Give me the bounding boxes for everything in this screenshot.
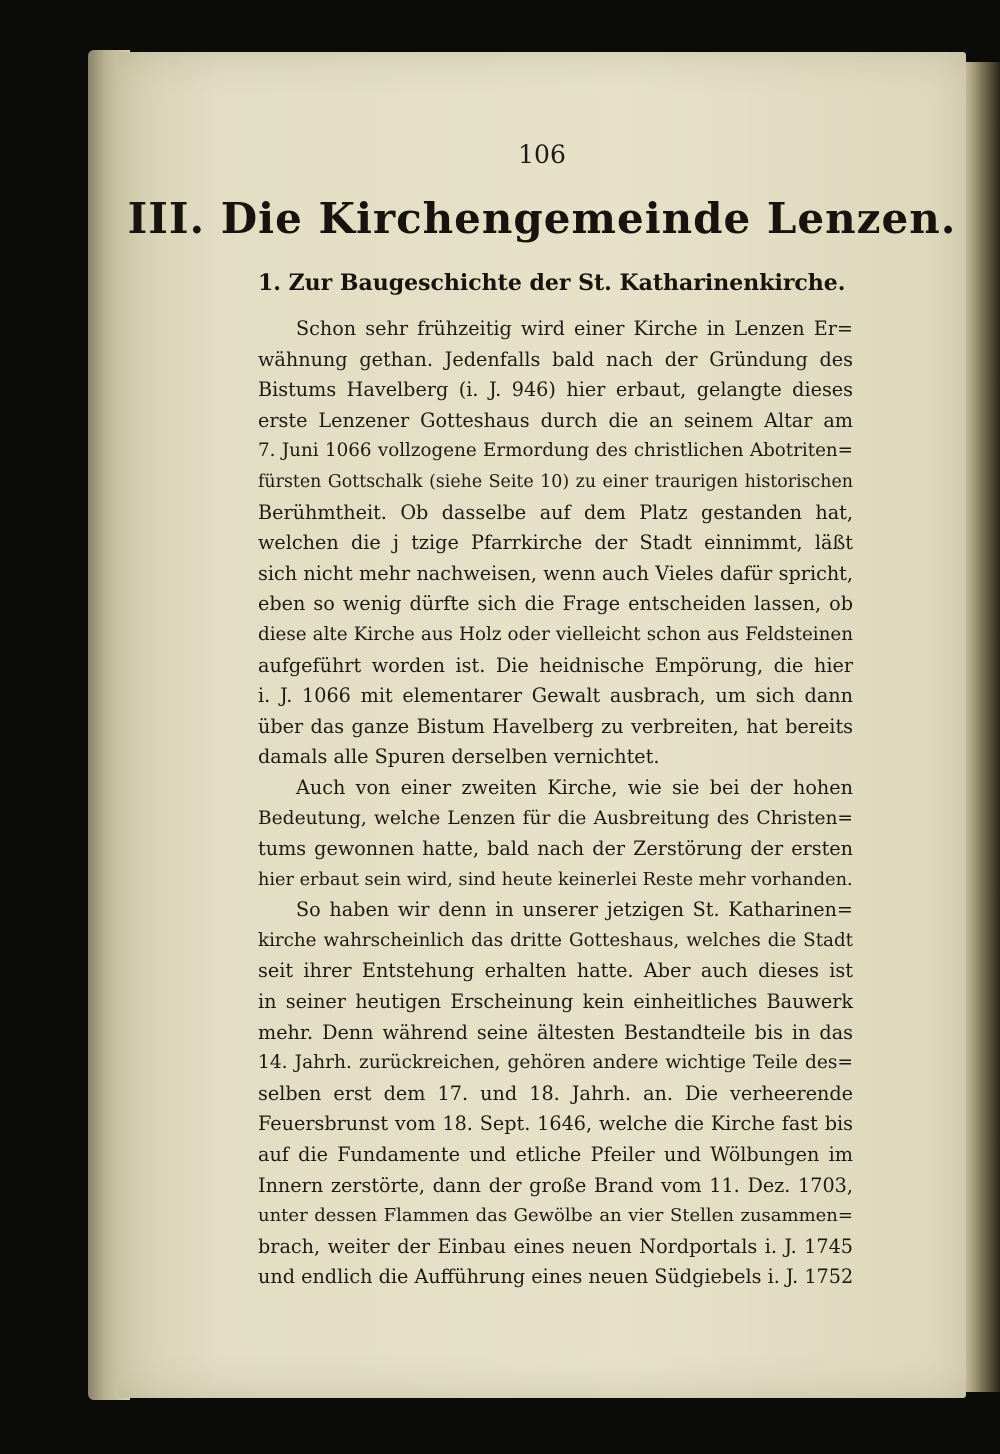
right-page-stack	[962, 62, 1000, 1392]
text-line: tums gewonnen hatte, bald nach der Zerstörung der ersten	[258, 837, 853, 861]
text-line: Berühmtheit. Ob dasselbe auf dem Platz gestanden hat,	[258, 500, 853, 524]
text-line: So haben wir denn in unserer jetzigen St. Katharinen=	[296, 898, 853, 922]
text-line: mehr. Denn während seine ältesten Bestandteile bis in das	[258, 1020, 853, 1044]
text-line: Innern zerstörte, dann der große Brand vom 11. Dez. 1703,	[258, 1173, 853, 1197]
text-line: Auch von einer zweiten Kirche, wie sie bei der hohen	[296, 775, 853, 799]
text-line: hier erbaut sein wird, sind heute keinerlei Reste mehr vorhanden.	[258, 869, 853, 890]
text-line: 14. Jahrh. zurückreichen, gehören andere wichtige Teile des=	[258, 1052, 853, 1074]
text-line: wähnung gethan. Jedenfalls bald nach der Gründung des	[258, 347, 853, 371]
text-line: sich nicht mehr nachweisen, wenn auch Vieles dafür spricht,	[258, 561, 853, 585]
section-title: 1. Zur Baugeschichte der St. Katharinenkirche.	[258, 270, 846, 296]
text-line: selben erst dem 17. und 18. Jahrh. an. Die verheerende	[258, 1081, 853, 1105]
body-text	[258, 314, 853, 1293]
text-line: welchen die j tzige Pfarrkirche der Stadt einnimmt, läßt	[258, 531, 853, 555]
text-line: eben so wenig dürfte sich die Frage entscheiden lassen, ob	[258, 592, 853, 616]
text-line: auf die Fundamente und etliche Pfeiler und Wölbungen im	[258, 1143, 853, 1167]
text-line: seit ihrer Entstehung erhalten hatte. Aber auch dieses ist	[258, 959, 853, 983]
text-line: aufgeführt worden ist. Die heidnische Empörung, die hier	[258, 653, 853, 677]
text-line: diese alte Kirche aus Holz oder vielleicht schon aus Feldsteinen	[258, 623, 853, 645]
text-line: fürsten Gottschalk (siehe Seite 10) zu einer traurigen historischen	[258, 471, 853, 492]
text-line: Schon sehr frühzeitig wird einer Kirche in Lenzen Er=	[296, 317, 853, 340]
text-line: Feuersbrunst vom 18. Sept. 1646, welche die Kirche fast bis	[258, 1112, 853, 1136]
text-line: kirche wahrscheinlich das dritte Gotteshaus, welches die Stadt	[258, 929, 853, 951]
page-number: 106	[518, 140, 566, 169]
text-line: und endlich die Aufführung eines neuen Südgiebels i. J. 1752	[258, 1265, 854, 1289]
text-line: erste Lenzener Gotteshaus durch die an seinem Altar am	[258, 408, 853, 432]
text-line: in seiner heutigen Erscheinung kein einheitliches Bauwerk	[258, 990, 853, 1014]
text-line: über das ganze Bistum Havelberg zu verbreiten, hat bereits	[258, 714, 853, 738]
book-page	[118, 52, 966, 1398]
text-line: 7. Juni 1066 vollzogene Ermordung des christlichen Abotriten=	[258, 440, 853, 462]
text-line: unter dessen Flammen das Gewölbe an vier Stellen zusammen=	[258, 1205, 853, 1227]
text-line: i. J. 1066 mit elementarer Gewalt ausbrach, um sich dann	[258, 684, 853, 708]
text-line: brach, weiter der Einbau eines neuen Nordportals i. J. 1745	[258, 1234, 853, 1258]
chapter-title: III. Die Kirchengemeinde Lenzen.	[127, 194, 957, 243]
text-line: damals alle Spuren derselben vernichtet.	[258, 745, 660, 769]
text-line: Bedeutung, welche Lenzen für die Ausbreitung des Christen=	[258, 807, 853, 829]
text-line: Bistums Havelberg (i. J. 946) hier erbaut, gelangte dieses	[258, 378, 853, 402]
